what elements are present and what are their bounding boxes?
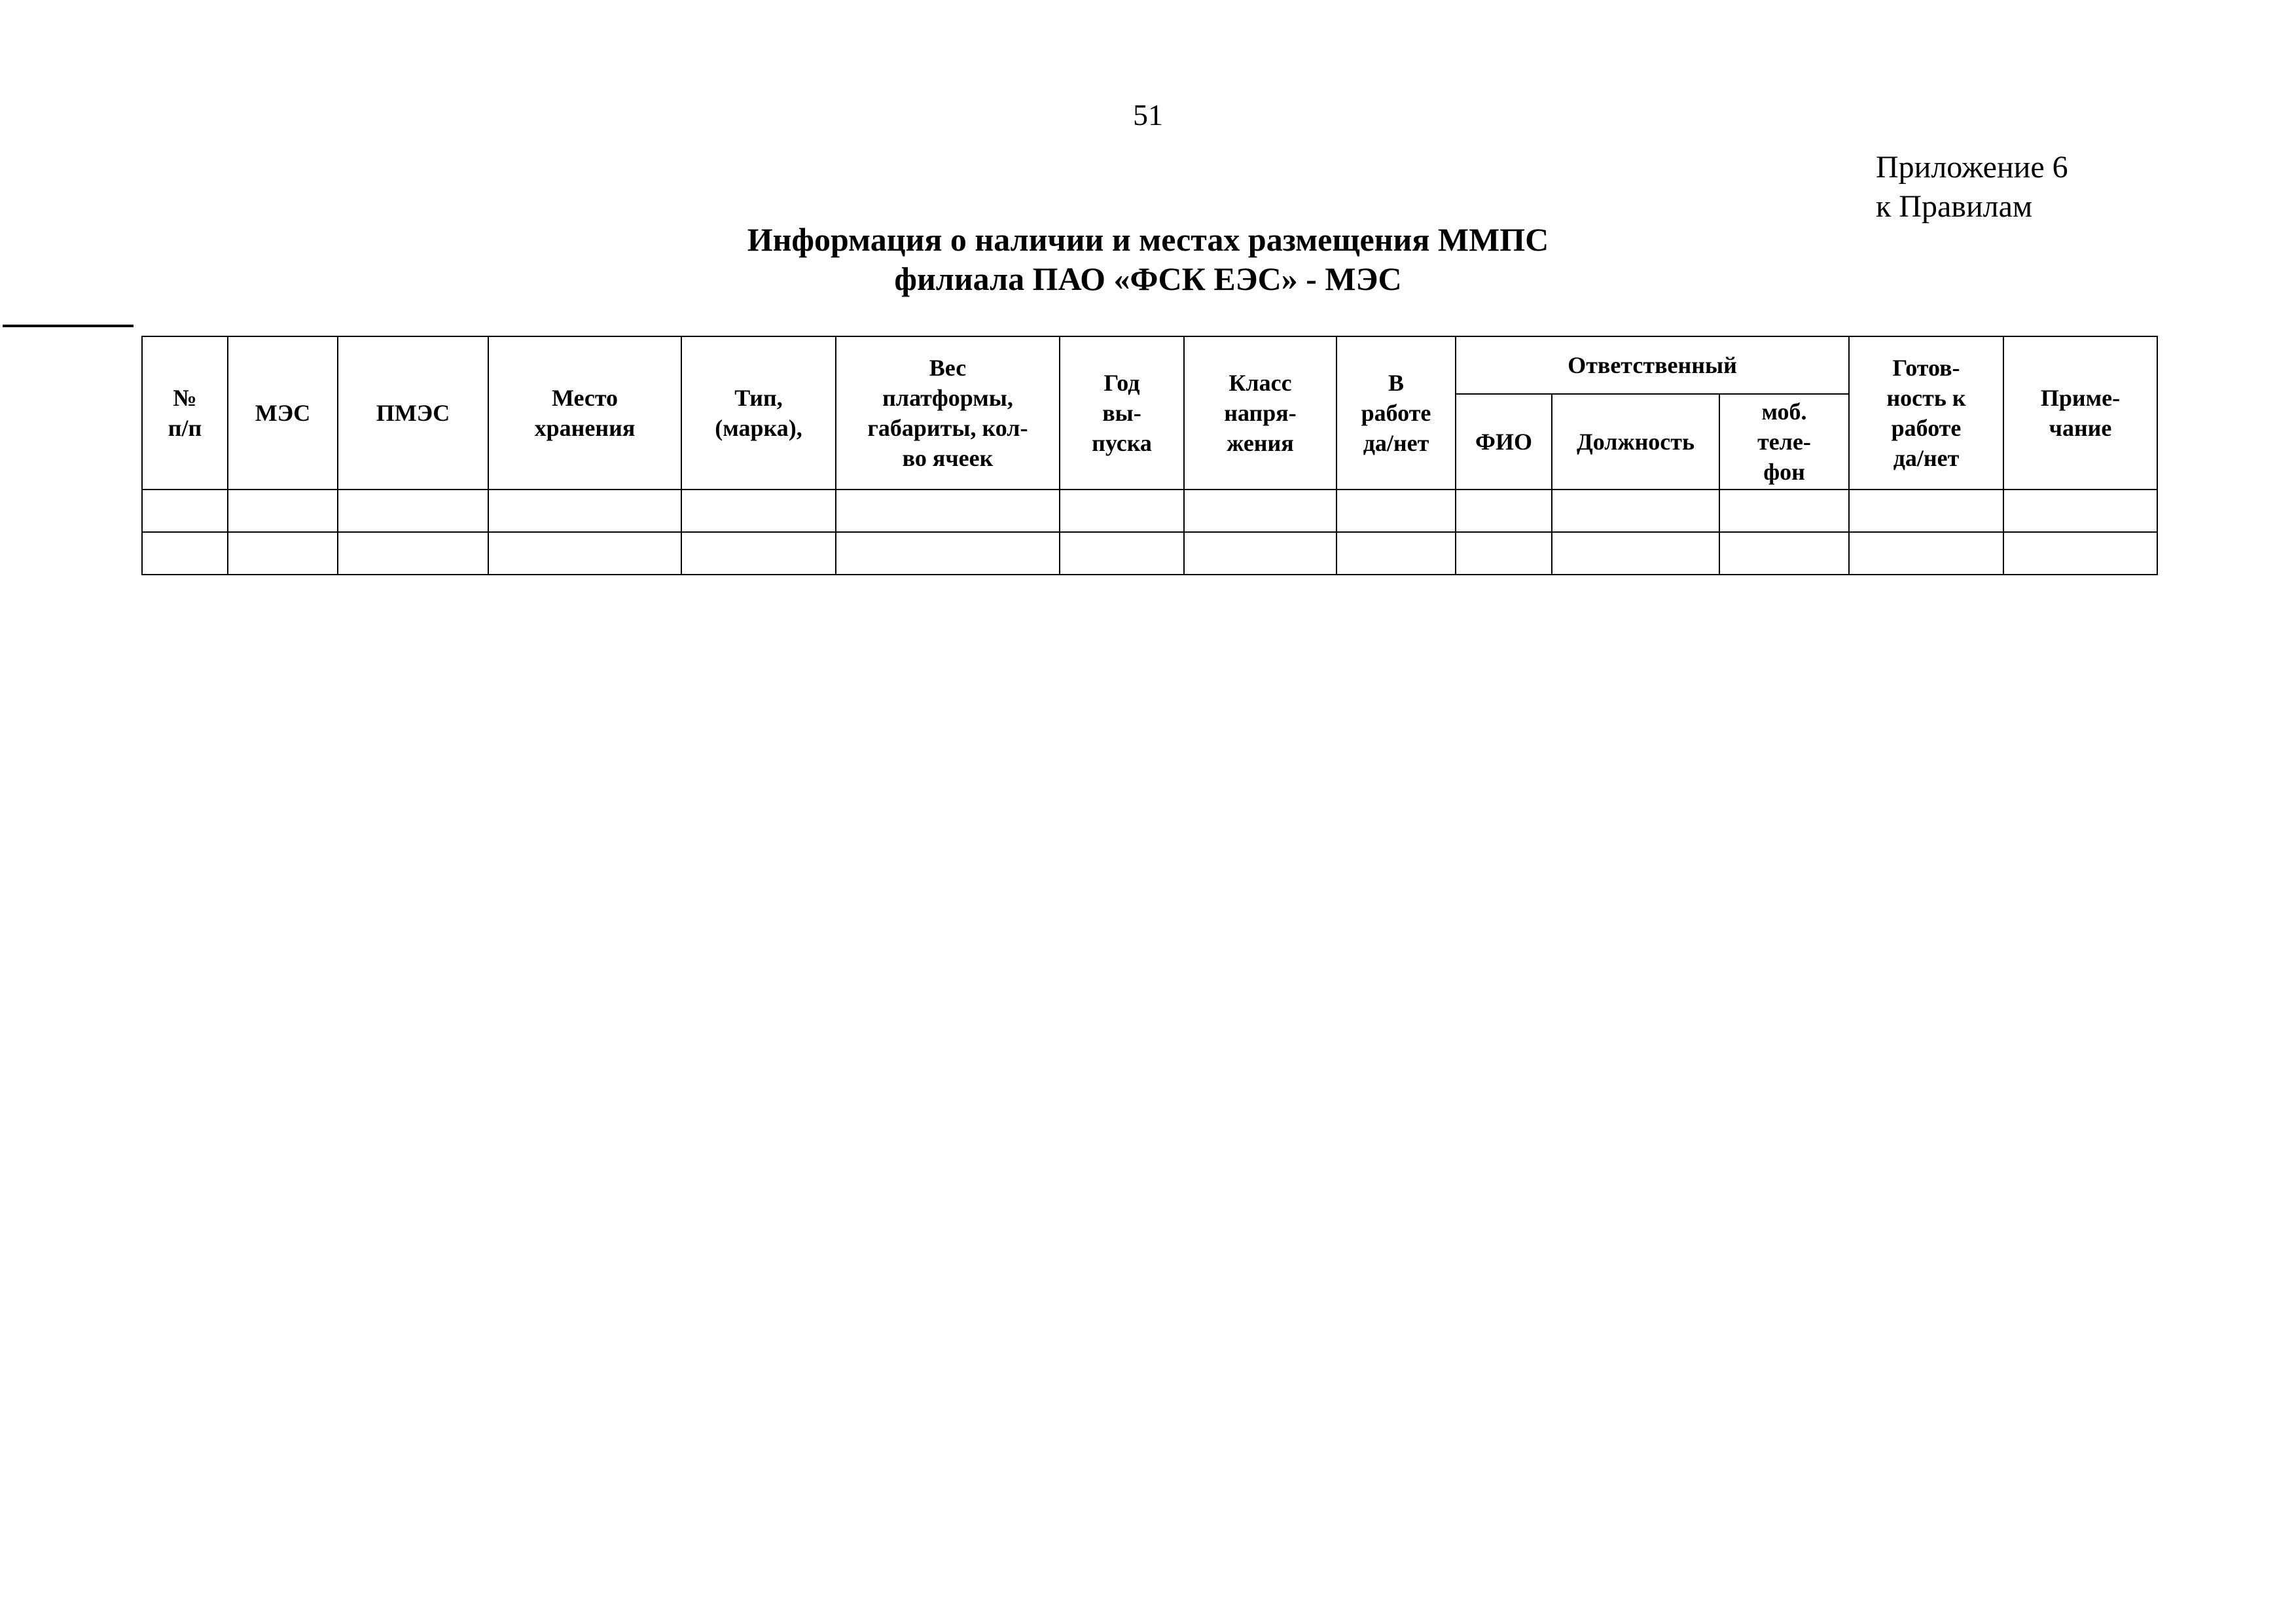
title-line-2 xyxy=(0,259,2296,327)
table-cell xyxy=(836,532,1060,575)
table-cell xyxy=(681,490,836,532)
mmps-table xyxy=(141,336,2158,575)
table-cell xyxy=(488,532,681,575)
table-cell xyxy=(1719,490,1849,532)
table-cell xyxy=(142,532,228,575)
table-body xyxy=(142,490,2157,575)
table-cell xyxy=(1184,532,1336,575)
fill-in-blank xyxy=(3,298,134,327)
header-pmes: ПМЭС xyxy=(338,336,488,490)
table-cell xyxy=(2003,490,2157,532)
title-line-2-text: филиала ПАО «ФСК ЕЭС» - МЭС xyxy=(894,260,1402,297)
header-note: Приме- чание xyxy=(2003,336,2157,490)
table-cell xyxy=(1060,490,1184,532)
table-header-row xyxy=(142,336,2157,394)
table-cell xyxy=(1456,490,1552,532)
table-row xyxy=(142,532,2157,575)
header-type: Тип, (марка), xyxy=(681,336,836,490)
appendix-reference xyxy=(1876,148,2068,226)
header-voltage: Класс напря- жения xyxy=(1184,336,1336,490)
table-cell xyxy=(1552,490,1719,532)
title-line-1: Информация о наличии и местах размещения ММПС xyxy=(747,221,1549,258)
table-cell xyxy=(488,490,681,532)
header-position: Должность xyxy=(1552,394,1719,490)
table-cell xyxy=(228,490,338,532)
header-mes: МЭС xyxy=(228,336,338,490)
table-cell xyxy=(338,490,488,532)
header-weight: Вес платформы, габариты, кол- во ячеек xyxy=(836,336,1060,490)
header-year: Год вы- пуска xyxy=(1060,336,1184,490)
table-cell xyxy=(1336,532,1456,575)
table-cell xyxy=(1849,532,2003,575)
table-cell xyxy=(228,532,338,575)
table-cell xyxy=(338,532,488,575)
appendix-line-2: к Правилам xyxy=(1876,189,2033,224)
header-responsible: Ответственный xyxy=(1456,336,1849,394)
table-cell xyxy=(1552,532,1719,575)
table-cell xyxy=(1719,532,1849,575)
page-number: 51 xyxy=(1133,98,1163,132)
table-cell xyxy=(836,490,1060,532)
table-cell xyxy=(1336,490,1456,532)
table-cell xyxy=(142,490,228,532)
header-fio: ФИО xyxy=(1456,394,1552,490)
table-cell xyxy=(1060,532,1184,575)
document-title xyxy=(0,220,2296,327)
table-cell xyxy=(1184,490,1336,532)
header-phone: моб. теле- фон xyxy=(1719,394,1849,490)
table-cell xyxy=(2003,532,2157,575)
header-ready: Готов- ность к работе да/нет xyxy=(1849,336,2003,490)
table-row xyxy=(142,490,2157,532)
table-cell xyxy=(681,532,836,575)
header-storage: Место хранения xyxy=(488,336,681,490)
header-number: № п/п xyxy=(142,336,228,490)
table-cell xyxy=(1849,490,2003,532)
appendix-line-1: Приложение 6 xyxy=(1876,150,2068,185)
header-in-work: В работе да/нет xyxy=(1336,336,1456,490)
table-cell xyxy=(1456,532,1552,575)
